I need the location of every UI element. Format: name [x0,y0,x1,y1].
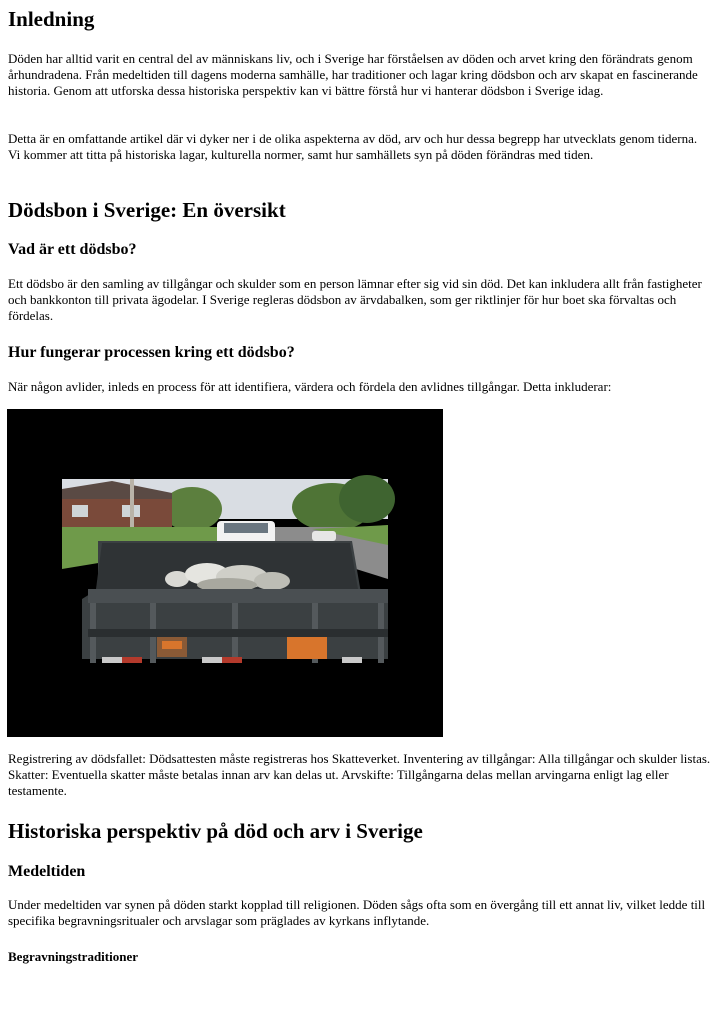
paragraph-medeltiden: Under medeltiden var synen på döden starkt kopplad till religionen. Döden sågs ofta som en övergång till ett annat liv, vilket ledde till specifika begravningsritualer och arvslagar som präglades av kyrkans inflytande. [8,897,706,928]
subheading-medeltiden: Medeltiden [8,863,86,880]
dumpster-photo [7,409,443,737]
paragraph-intro-1: Döden har alltid varit en central del av människans liv, och i Sverige har förståelsen av döden och arvet kring den förändrats genom århundradena. Från medeltiden till dagens moderna samhälle, har traditioner och lagar kring dödsbon och arv skapat en fascinerande historia. Genom att utforska dessa historiska perspektiv kan vi bättre förstå hur vi hanterar dödsbon i Sverige idag. [8,51,698,98]
subheading-begravningstraditioner: Begravningstraditioner [8,949,138,964]
paragraph-intro-2: Detta är en omfattande artikel där vi dyker ner i de olika aspekterna av död, arv och hur dessa begrepp har utvecklats genom tiderna. Vi kommer att titta på historiska lagar, kulturella normer, samt hur samhällets syn på döden förändras med tiden. [8,131,698,162]
paragraph-vad-ar-ett-dodsbo: Ett dödsbo är den samling av tillgångar och skulder som en person lämnar efter sig vid sin död. Det kan inkludera allt från fastigheter och bankkonton till privata ägodelar. I Sverige regleras dödsbon av ärvdabalken, som ger riktlinjer för hur boet ska förvaltas och fördelas. [8,276,702,323]
heading-inledning: Inledning [8,7,95,31]
paragraph-process-steps: Registrering av dödsfallet: Dödsattesten måste registreras hos Skatteverket. Inventering av tillgångar: Alla tillgångar och skulder listas. Skatter: Eventuella skatter måste betalas innan arv kan delas ut. Arvskifte: Tillgångarna delas mellan arvingarna enligt lag eller testamente. [8,751,711,798]
heading-historiska-perspektiv: Historiska perspektiv på död och arv i Sverige [8,819,423,843]
heading-dodsbon: Dödsbon i Sverige: En översikt [8,198,286,222]
subheading-hur-fungerar: Hur fungerar processen kring ett dödsbo? [8,344,295,361]
dumpster-photo-svg [7,409,443,737]
subheading-vad-ar-ett-dodsbo: Vad är ett dödsbo? [8,241,137,258]
paragraph-hur-fungerar: När någon avlider, inleds en process för att identifiera, värdera och fördela den avlidnes tillgångar. Detta inkluderar: [8,379,612,394]
